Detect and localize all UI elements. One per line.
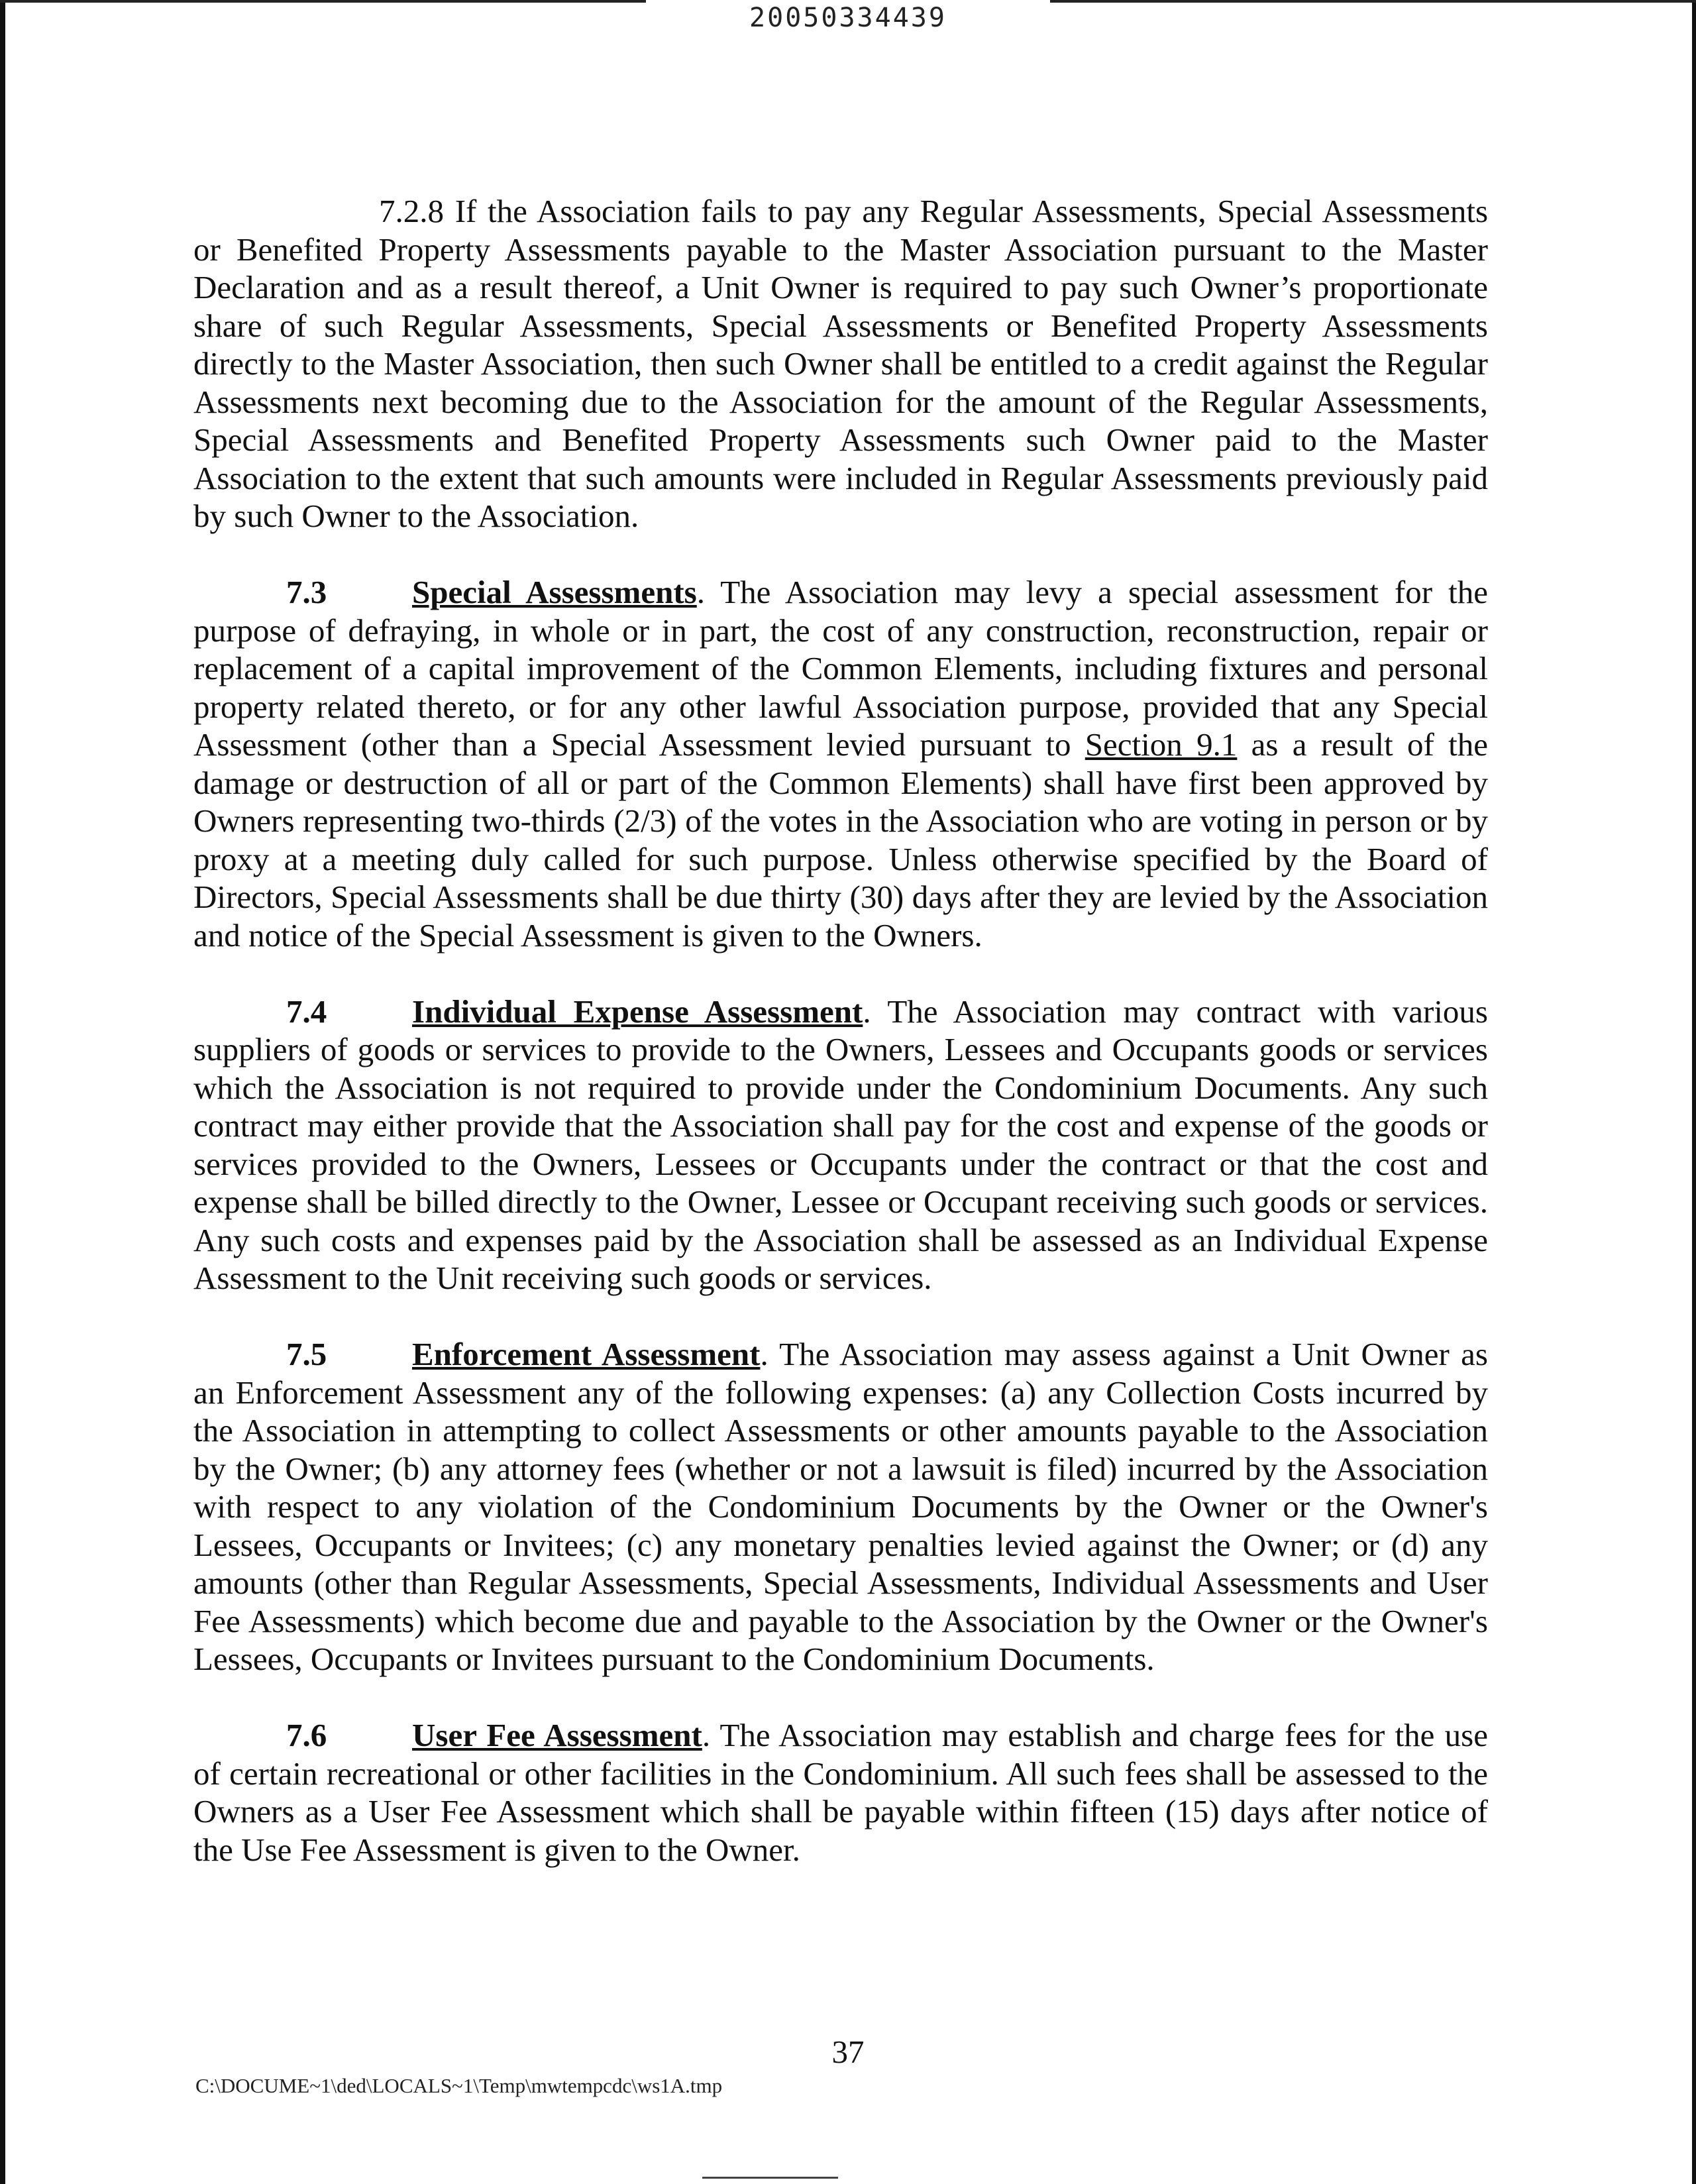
section-number-7-4: 7.4	[286, 993, 327, 1030]
paragraph-text-7-4: . The Association may contract with various suppliers of goods or services to provide to the Owners, Lessees and Occupants goods or services which the Association is not required to provide under the Condominium Documents. Any such contract may either provide that the Association shall pay for the cost and expense of the goods or services provided to the Owners, Lessees or Occupants under the contract or that the cost and expense shall be billed directly to the Owner, Lessee or Occupant receiving such goods or services. Any such costs and expenses paid by the Association shall be assessed as an Individual Expense Assessment to the Unit receiving such goods or services.	[193, 993, 1488, 1296]
paragraph-7-5	[193, 1335, 1488, 1678]
section-heading-7-3: Special Assessments	[412, 574, 697, 610]
page-number: 37	[831, 2034, 865, 2070]
scan-right-edge	[1692, 0, 1696, 2184]
paragraph-7-2-8	[193, 192, 1488, 535]
scan-left-edge	[0, 0, 5, 2184]
section-reference-9-1: Section 9.1	[1085, 726, 1238, 763]
paragraph-text-7-3-a: . The Association may levy a special assessment for the purpose of defraying, in whole or in part, the cost of any construction, reconstruction, repair or replacement of a capital improvement of the Common Elements, including fixtures and personal property related thereto, or for any other lawful Association purpose, provided that any Special Assessment (other than a Special Assessment levied pursuant to	[193, 574, 1488, 763]
footer-file-path: C:\DOCUME~1\ded\LOCALS~1\Temp\mwtempcdc\ws1A.tmp	[195, 2074, 723, 2097]
paragraph-text-7-6: . The Association may establish and charge fees for the use of certain recreational or other facilities in the Condominium. All such fees shall be assessed to the Owners as a User Fee Assessment which shall be payable within fifteen (15) days after notice of the Use Fee Assessment is given to the Owner.	[193, 1717, 1488, 1868]
section-number-7-6: 7.6	[286, 1717, 327, 1753]
section-heading-7-6: User Fee Assessment	[412, 1717, 702, 1753]
bottom-scan-rule	[702, 2177, 838, 2179]
paragraph-7-6	[193, 1716, 1488, 1869]
section-number-7-5: 7.5	[286, 1336, 327, 1372]
section-number-7-3: 7.3	[286, 574, 327, 610]
paragraph-7-4	[193, 993, 1488, 1297]
section-heading-7-5: Enforcement Assessment	[412, 1336, 761, 1372]
paragraph-text-7-2-8: If the Association fails to pay any Regular Assessments, Special Assessments or Benefited Property Assessments payable to the Master Association pursuant to the Master Declaration and as a result thereof, a Unit Owner is required to pay such Owner’s proportionate share of such Regular Assessments, Special Assessments or Benefited Property Assessments directly to the Master Association, then such Owner shall be entitled to a credit against the Regular Assessments next becoming due to the Association for the amount of the Regular Assessments, Special Assessments and Benefited Property Assessments such Owner paid to the Master Association to the extent that such amounts were included in Regular Assessments previously paid by such Owner to the Association.	[193, 193, 1489, 534]
paragraph-text-7-5: . The Association may assess against a Unit Owner as an Enforcement Assessment any of the following expenses: (a) any Collection Costs incurred by the Association in attempting to collect Assessments or other amounts payable to the Association by the Owner; (b) any attorney fees (whether or not a lawsuit is filed) incurred by the Association with respect to any violation of the Condominium Documents by the Owner or the Owner's Lessees, Occupants or Invitees; (c) any monetary penalties levied against the Owner; or (d) any amounts (other than Regular Assessments, Special Assessments, Individual Assessments and User Fee Assessments) which become due and payable to the Association by the Owner or the Owner's Lessees, Occupants or Invitees pursuant to the Condominium Documents.	[193, 1336, 1488, 1677]
paragraph-7-3	[193, 573, 1488, 954]
document-number: 20050334439	[749, 3, 947, 33]
paragraph-text-7-3-b: as a result of the damage or destruction of all or part of the Common Elements) shall have first been approved by Owners representing two-thirds (2/3) of the votes in the Association who are voting in person or by proxy at a meeting duly called for such purpose. Unless otherwise specified by the Board of Directors, Special Assessments shall be due thirty (30) days after they are levied by the Association and notice of the Special Assessment is given to the Owners.	[193, 726, 1489, 954]
section-number-7-2-8: 7.2.8	[379, 193, 444, 229]
section-heading-7-4: Individual Expense Assessment	[412, 993, 863, 1030]
body-text	[193, 192, 1488, 1907]
